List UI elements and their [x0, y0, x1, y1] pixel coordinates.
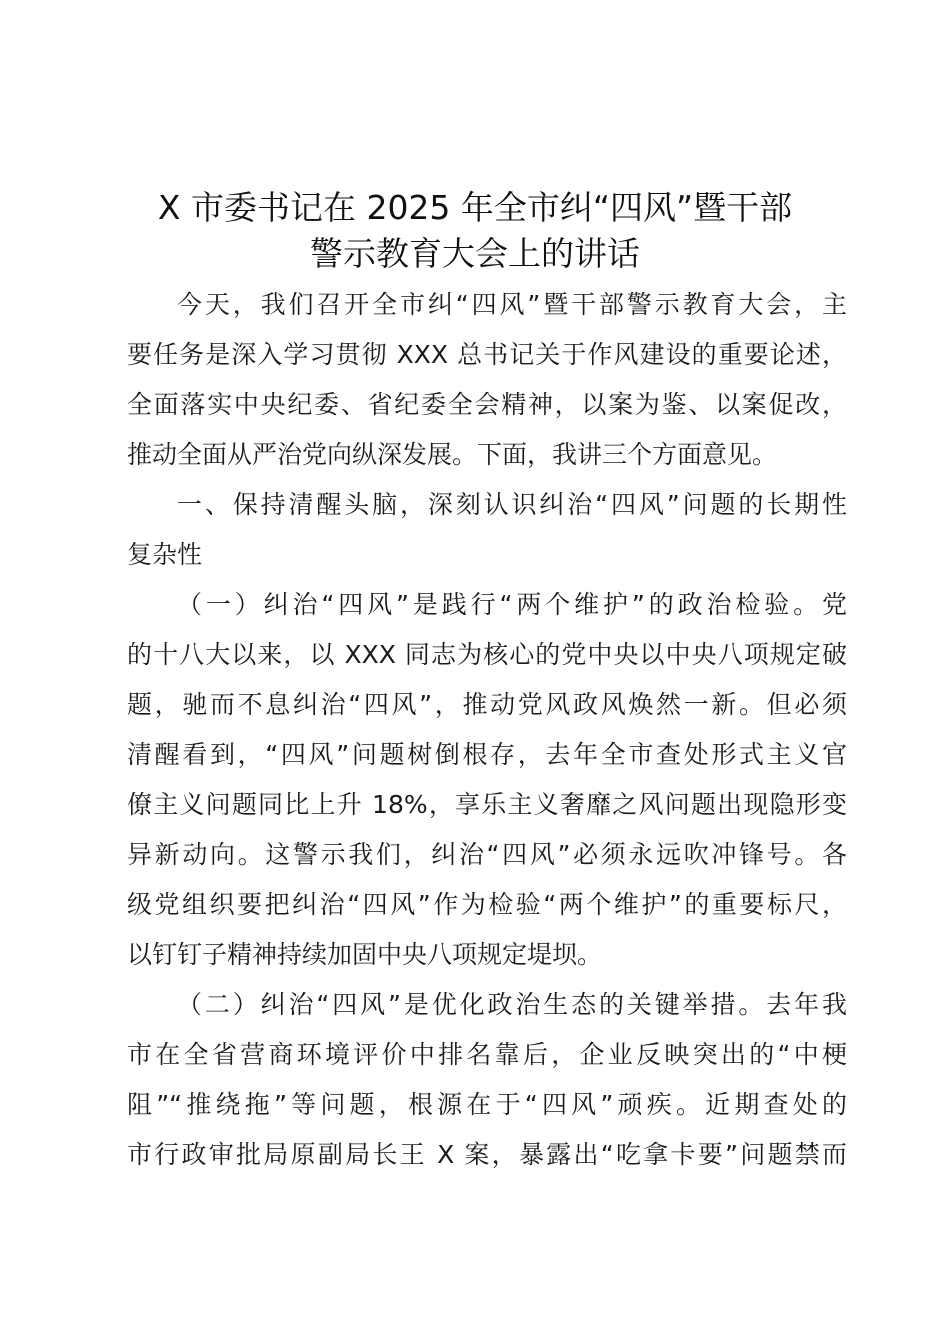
- paragraph-4-line-4: 市行政审批局原副局长王 X 案，暴露出“吃拿卡要”问题禁而: [127, 1140, 847, 1169]
- paragraph-3-line-7: 级党组织要把纠治“四风”作为检验“两个维护”的重要标尺，: [127, 890, 847, 919]
- paragraph-4-line-2: 市在全省营商环境评价中排名靠后，企业反映突出的“中梗: [127, 1040, 847, 1069]
- paragraph-3-line-2: 的十八大以来，以 XXX 同志为核心的党中央以中央八项规定破: [127, 640, 847, 669]
- section-heading-1-line-2: 复杂性: [127, 540, 203, 569]
- paragraph-4-line-1: （二）纠治“四风”是优化政治生态的关键举措。去年我: [177, 990, 847, 1019]
- paragraph-3-line-3: 题，驰而不息纠治“四风”，推动党风政风焕然一新。但必须: [127, 690, 847, 719]
- paragraph-1-line-1: 今天，我们召开全市纠“四风”暨干部警示教育大会，主: [177, 290, 847, 319]
- paragraph-1-line-4: 推动全面从严治党向纵深发展。下面，我讲三个方面意见。: [127, 440, 778, 469]
- paragraph-3-line-1: （一）纠治“四风”是践行“两个维护”的政治检验。党: [177, 590, 847, 619]
- paragraph-3-line-5: 僚主义问题同比上升 18%，享乐主义奢靡之风问题出现隐形变: [127, 790, 847, 819]
- paragraph-3-line-8: 以钉钉子精神持续加固中央八项规定堤坝。: [127, 940, 603, 969]
- section-heading-1-line-1: 一、保持清醒头脑，深刻认识纠治“四风”问题的长期性: [177, 490, 847, 519]
- paragraph-3-line-6: 异新动向。这警示我们，纠治“四风”必须永远吹冲锋号。各: [127, 840, 847, 869]
- document-title-line-2: 警示教育大会上的讲话: [310, 234, 640, 273]
- document-title-line-1: X 市委书记在 2025 年全市纠“四风”暨干部: [157, 188, 793, 227]
- paragraph-4-line-3: 阻”“推绕拖”等问题，根源在于“四风”顽疾。近期查处的: [127, 1090, 847, 1119]
- paragraph-1-line-2: 要任务是深入学习贯彻 XXX 总书记关于作风建设的重要论述，: [127, 340, 847, 369]
- paragraph-3-line-4: 清醒看到，“四风”问题树倒根存，去年全市查处形式主义官: [127, 740, 847, 769]
- paragraph-1-line-3: 全面落实中央纪委、省纪委全会精神，以案为鉴、以案促改，: [127, 390, 847, 419]
